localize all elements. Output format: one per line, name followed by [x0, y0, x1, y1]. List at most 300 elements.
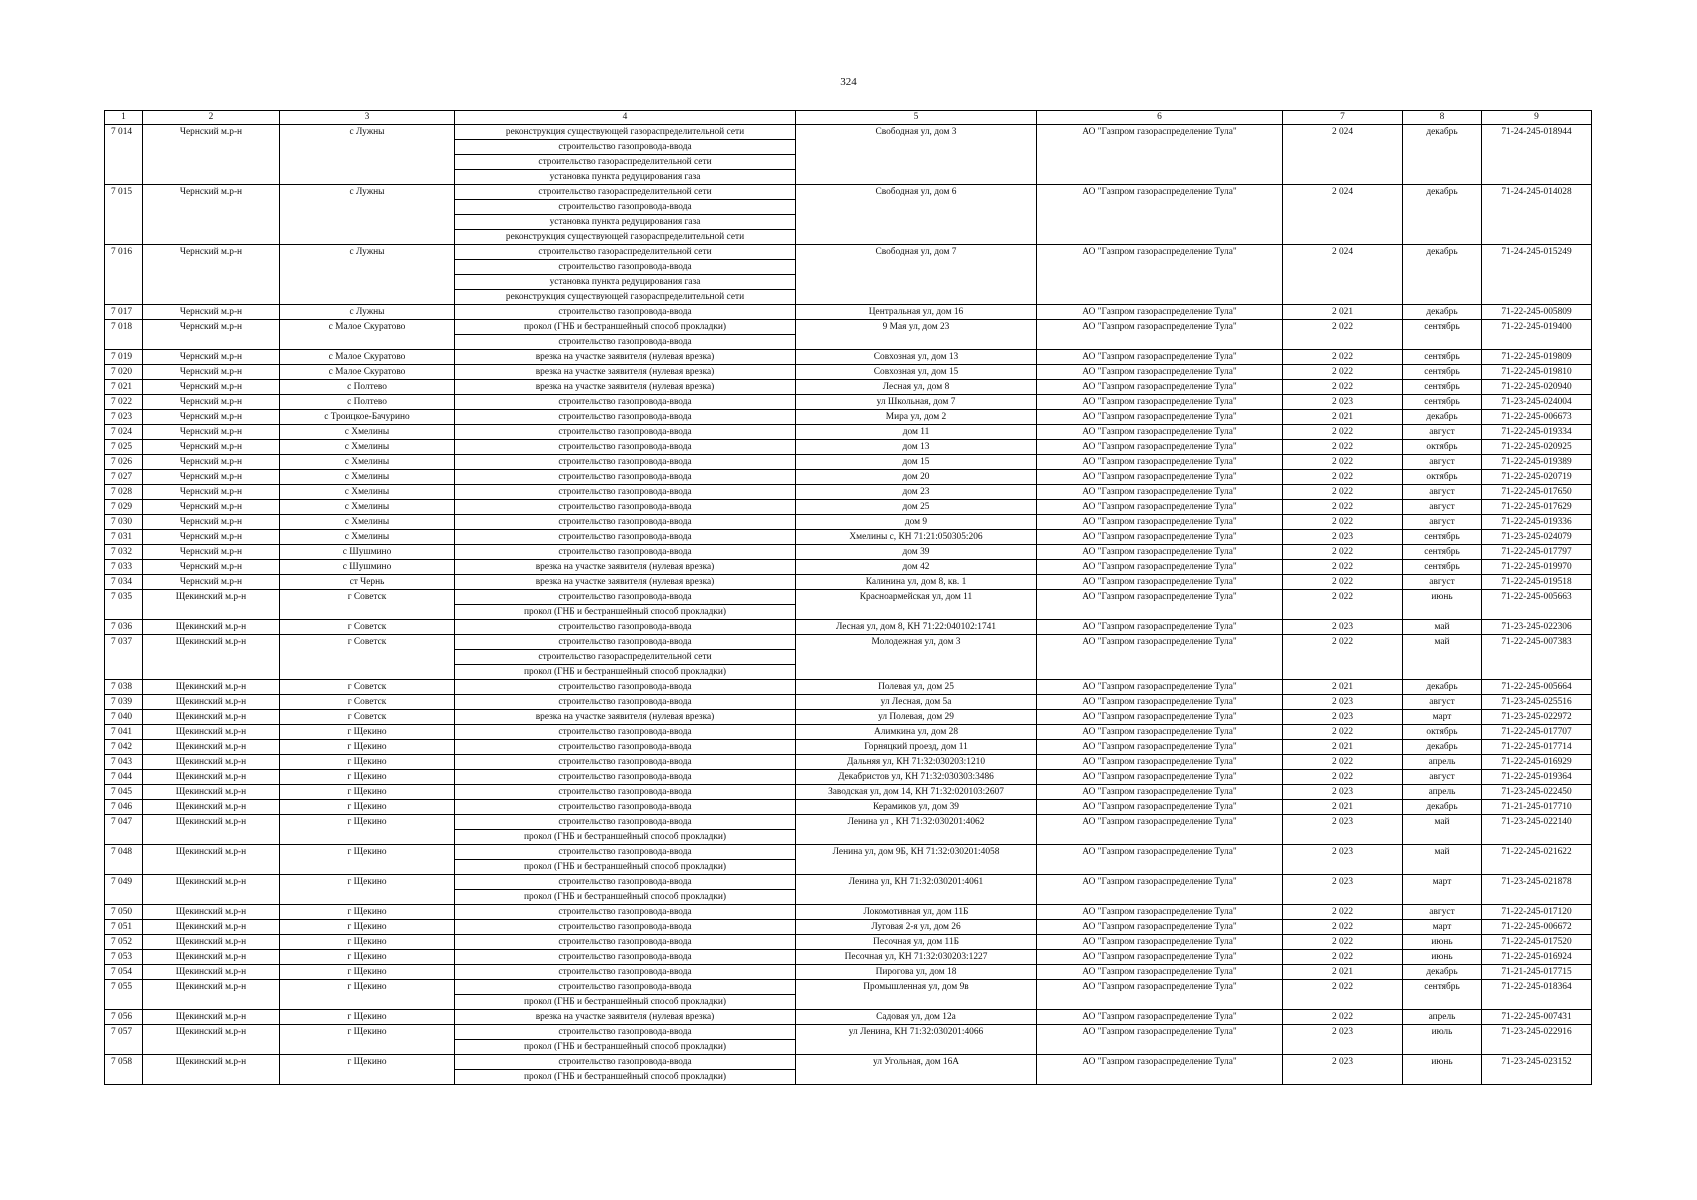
month-cell: декабрь — [1403, 740, 1482, 755]
work-type-cell: прокол (ГНБ и бестраншейный способ прокладки) — [455, 605, 796, 620]
district-cell: Щекинский м.р-н — [143, 905, 280, 920]
organization-cell: АО "Газпром газораспределение Тула" — [1037, 980, 1283, 1010]
table-row — [105, 350, 1592, 365]
organization-cell: АО "Газпром газораспределение Тула" — [1037, 530, 1283, 545]
organization-cell: АО "Газпром газораспределение Тула" — [1037, 875, 1283, 905]
district-cell: Щекинский м.р-н — [143, 1025, 280, 1055]
table-row — [105, 680, 1592, 695]
table-row — [105, 815, 1592, 830]
application-code-cell: 71-24-245-014028 — [1482, 185, 1592, 245]
district-cell: Чернский м.р-н — [143, 305, 280, 320]
table-row — [105, 485, 1592, 500]
district-cell: Чернский м.р-н — [143, 395, 280, 410]
year-cell: 2 022 — [1283, 440, 1403, 455]
year-cell: 2 022 — [1283, 515, 1403, 530]
work-type-cell: строительство газопровода-ввода — [455, 845, 796, 860]
table-row — [105, 185, 1592, 200]
year-cell: 2 022 — [1283, 545, 1403, 560]
settlement-cell: г Советск — [280, 695, 455, 710]
district-cell: Щекинский м.р-н — [143, 875, 280, 905]
work-type-cell: реконструкция существующей газораспределительной сети — [455, 230, 796, 245]
work-type-cell: строительство газопровода-ввода — [455, 725, 796, 740]
year-cell: 2 021 — [1283, 740, 1403, 755]
district-cell: Щекинский м.р-н — [143, 920, 280, 935]
month-cell: июль — [1403, 1025, 1482, 1055]
application-code-cell: 71-22-245-019400 — [1482, 320, 1592, 350]
table-row — [105, 845, 1592, 860]
work-type-cell: строительство газопровода-ввода — [455, 635, 796, 650]
row-number-cell: 7 048 — [105, 845, 143, 875]
organization-cell: АО "Газпром газораспределение Тула" — [1037, 560, 1283, 575]
work-type-cell: строительство газораспределительной сети — [455, 155, 796, 170]
table-row — [105, 620, 1592, 635]
work-type-cell: строительство газопровода-ввода — [455, 815, 796, 830]
address-cell: дом 23 — [796, 485, 1037, 500]
address-cell: ул Ленина, КН 71:32:030201:4066 — [796, 1025, 1037, 1055]
page-number: 324 — [840, 76, 857, 88]
organization-cell: АО "Газпром газораспределение Тула" — [1037, 380, 1283, 395]
year-cell: 2 023 — [1283, 695, 1403, 710]
organization-cell: АО "Газпром газораспределение Тула" — [1037, 575, 1283, 590]
address-cell: дом 15 — [796, 455, 1037, 470]
organization-cell: АО "Газпром газораспределение Тула" — [1037, 365, 1283, 380]
district-cell: Чернский м.р-н — [143, 350, 280, 365]
settlement-cell: г Советск — [280, 710, 455, 725]
row-number-cell: 7 046 — [105, 800, 143, 815]
work-type-cell: врезка на участке заявителя (нулевая врезка) — [455, 380, 796, 395]
district-cell: Чернский м.р-н — [143, 485, 280, 500]
organization-cell: АО "Газпром газораспределение Тула" — [1037, 455, 1283, 470]
year-cell: 2 022 — [1283, 320, 1403, 350]
organization-cell: АО "Газпром газораспределение Тула" — [1037, 305, 1283, 320]
work-type-cell: строительство газопровода-ввода — [455, 440, 796, 455]
address-cell: ул Полевая, дом 29 — [796, 710, 1037, 725]
year-cell: 2 023 — [1283, 530, 1403, 545]
application-code-cell: 71-23-245-024004 — [1482, 395, 1592, 410]
address-cell: Совхозная ул, дом 13 — [796, 350, 1037, 365]
organization-cell: АО "Газпром газораспределение Тула" — [1037, 545, 1283, 560]
work-type-cell: строительство газопровода-ввода — [455, 875, 796, 890]
work-type-cell: врезка на участке заявителя (нулевая врезка) — [455, 575, 796, 590]
district-cell: Щекинский м.р-н — [143, 785, 280, 800]
settlement-cell: с Шушмино — [280, 545, 455, 560]
settlement-cell: ст Чернь — [280, 575, 455, 590]
row-number-cell: 7 040 — [105, 710, 143, 725]
row-number-cell: 7 057 — [105, 1025, 143, 1055]
year-cell: 2 022 — [1283, 920, 1403, 935]
district-cell: Щекинский м.р-н — [143, 815, 280, 845]
address-cell: дом 25 — [796, 500, 1037, 515]
organization-cell: АО "Газпром газораспределение Тула" — [1037, 350, 1283, 365]
address-cell: Алимкина ул, дом 28 — [796, 725, 1037, 740]
month-cell: август — [1403, 575, 1482, 590]
table-row — [105, 470, 1592, 485]
work-type-cell: строительство газопровода-ввода — [455, 800, 796, 815]
application-code-cell: 71-23-245-024079 — [1482, 530, 1592, 545]
application-code-cell: 71-22-245-019810 — [1482, 365, 1592, 380]
table-row — [105, 365, 1592, 380]
row-number-cell: 7 053 — [105, 950, 143, 965]
district-cell: Чернский м.р-н — [143, 470, 280, 485]
year-cell: 2 023 — [1283, 845, 1403, 875]
organization-cell: АО "Газпром газораспределение Тула" — [1037, 185, 1283, 245]
district-cell: Чернский м.р-н — [143, 500, 280, 515]
month-cell: октябрь — [1403, 440, 1482, 455]
application-code-cell: 71-22-245-019389 — [1482, 455, 1592, 470]
application-code-cell: 71-22-245-006673 — [1482, 410, 1592, 425]
month-cell: май — [1403, 620, 1482, 635]
organization-cell: АО "Газпром газораспределение Тула" — [1037, 590, 1283, 620]
work-type-cell: строительство газопровода-ввода — [455, 530, 796, 545]
year-cell: 2 022 — [1283, 455, 1403, 470]
district-cell: Щекинский м.р-н — [143, 620, 280, 635]
year-cell: 2 023 — [1283, 1055, 1403, 1085]
table-row — [105, 320, 1592, 335]
address-cell: ул Лесная, дом 5а — [796, 695, 1037, 710]
row-number-cell: 7 058 — [105, 1055, 143, 1085]
organization-cell: АО "Газпром газораспределение Тула" — [1037, 785, 1283, 800]
table-row — [105, 590, 1592, 605]
application-code-cell: 71-22-245-019364 — [1482, 770, 1592, 785]
year-cell: 2 021 — [1283, 410, 1403, 425]
work-type-cell: врезка на участке заявителя (нулевая врезка) — [455, 350, 796, 365]
address-cell: дом 9 — [796, 515, 1037, 530]
address-cell: Луговая 2-я ул, дом 26 — [796, 920, 1037, 935]
month-cell: сентябрь — [1403, 320, 1482, 350]
address-cell: дом 20 — [796, 470, 1037, 485]
row-number-cell: 7 015 — [105, 185, 143, 245]
address-cell: дом 39 — [796, 545, 1037, 560]
organization-cell: АО "Газпром газораспределение Тула" — [1037, 740, 1283, 755]
table-row — [105, 785, 1592, 800]
settlement-cell: г Советск — [280, 590, 455, 620]
address-cell: дом 42 — [796, 560, 1037, 575]
application-code-cell: 71-22-245-019809 — [1482, 350, 1592, 365]
address-cell: Лесная ул, дом 8, КН 71:22:040102:1741 — [796, 620, 1037, 635]
application-code-cell: 71-22-245-005663 — [1482, 590, 1592, 620]
address-cell: Лесная ул, дом 8 — [796, 380, 1037, 395]
table-row — [105, 980, 1592, 995]
work-type-cell: врезка на участке заявителя (нулевая врезка) — [455, 560, 796, 575]
year-cell: 2 023 — [1283, 620, 1403, 635]
district-cell: Щекинский м.р-н — [143, 635, 280, 680]
organization-cell: АО "Газпром газораспределение Тула" — [1037, 695, 1283, 710]
work-type-cell: строительство газопровода-ввода — [455, 1055, 796, 1070]
row-number-cell: 7 033 — [105, 560, 143, 575]
settlement-cell: г Щекино — [280, 845, 455, 875]
gas-connection-table — [104, 110, 1592, 1085]
district-cell: Щекинский м.р-н — [143, 680, 280, 695]
settlement-cell: с Лужны — [280, 305, 455, 320]
settlement-cell: г Щекино — [280, 815, 455, 845]
month-cell: сентябрь — [1403, 365, 1482, 380]
year-cell: 2 022 — [1283, 425, 1403, 440]
table-row — [105, 245, 1592, 260]
settlement-cell: г Щекино — [280, 935, 455, 950]
application-code-cell: 71-22-245-020940 — [1482, 380, 1592, 395]
address-cell: Ленина ул, дом 9Б, КН 71:32:030201:4058 — [796, 845, 1037, 875]
row-number-cell: 7 021 — [105, 380, 143, 395]
settlement-cell: с Полтево — [280, 380, 455, 395]
table-row — [105, 800, 1592, 815]
year-cell: 2 023 — [1283, 1025, 1403, 1055]
settlement-cell: г Щекино — [280, 1010, 455, 1025]
row-number-cell: 7 029 — [105, 500, 143, 515]
column-header: 4 — [455, 111, 796, 125]
header-row — [105, 111, 1592, 125]
work-type-cell: строительство газопровода-ввода — [455, 980, 796, 995]
application-code-cell: 71-22-245-005809 — [1482, 305, 1592, 320]
year-cell: 2 022 — [1283, 950, 1403, 965]
organization-cell: АО "Газпром газораспределение Тула" — [1037, 410, 1283, 425]
organization-cell: АО "Газпром газораспределение Тула" — [1037, 770, 1283, 785]
column-header: 3 — [280, 111, 455, 125]
work-type-cell: строительство газораспределительной сети — [455, 185, 796, 200]
table-row — [105, 380, 1592, 395]
district-cell: Чернский м.р-н — [143, 440, 280, 455]
district-cell: Щекинский м.р-н — [143, 695, 280, 710]
application-code-cell: 71-23-245-022450 — [1482, 785, 1592, 800]
work-type-cell: строительство газопровода-ввода — [455, 500, 796, 515]
organization-cell: АО "Газпром газораспределение Тула" — [1037, 1055, 1283, 1085]
address-cell: ул Угольная, дом 16А — [796, 1055, 1037, 1085]
column-header: 9 — [1482, 111, 1592, 125]
settlement-cell: г Щекино — [280, 1055, 455, 1085]
application-code-cell: 71-22-245-017797 — [1482, 545, 1592, 560]
work-type-cell: прокол (ГНБ и бестраншейный способ прокладки) — [455, 995, 796, 1010]
row-number-cell: 7 038 — [105, 680, 143, 695]
application-code-cell: 71-23-245-023152 — [1482, 1055, 1592, 1085]
settlement-cell: с Лужны — [280, 245, 455, 305]
application-code-cell: 71-22-245-020719 — [1482, 470, 1592, 485]
work-type-cell: прокол (ГНБ и бестраншейный способ прокладки) — [455, 1040, 796, 1055]
table-row — [105, 305, 1592, 320]
application-code-cell: 71-22-245-007383 — [1482, 635, 1592, 680]
application-code-cell: 71-22-245-019334 — [1482, 425, 1592, 440]
table-row — [105, 755, 1592, 770]
application-code-cell: 71-23-245-022916 — [1482, 1025, 1592, 1055]
year-cell: 2 022 — [1283, 935, 1403, 950]
month-cell: сентябрь — [1403, 560, 1482, 575]
row-number-cell: 7 052 — [105, 935, 143, 950]
organization-cell: АО "Газпром газораспределение Тула" — [1037, 1025, 1283, 1055]
district-cell: Щекинский м.р-н — [143, 725, 280, 740]
month-cell: сентябрь — [1403, 530, 1482, 545]
row-number-cell: 7 032 — [105, 545, 143, 560]
application-code-cell: 71-23-245-022972 — [1482, 710, 1592, 725]
work-type-cell: установка пункта редуцирования газа — [455, 275, 796, 290]
address-cell: Свободная ул, дом 7 — [796, 245, 1037, 305]
organization-cell: АО "Газпром газораспределение Тула" — [1037, 920, 1283, 935]
month-cell: май — [1403, 815, 1482, 845]
settlement-cell: г Щекино — [280, 980, 455, 1010]
month-cell: август — [1403, 515, 1482, 530]
row-number-cell: 7 022 — [105, 395, 143, 410]
row-number-cell: 7 023 — [105, 410, 143, 425]
application-code-cell: 71-24-245-018944 — [1482, 125, 1592, 185]
address-cell: ул Школьная, дом 7 — [796, 395, 1037, 410]
address-cell: Керамиков ул, дом 39 — [796, 800, 1037, 815]
table-row — [105, 1010, 1592, 1025]
month-cell: октябрь — [1403, 725, 1482, 740]
work-type-cell: строительство газопровода-ввода — [455, 620, 796, 635]
month-cell: август — [1403, 770, 1482, 785]
year-cell: 2 022 — [1283, 1010, 1403, 1025]
settlement-cell: г Щекино — [280, 950, 455, 965]
work-type-cell: прокол (ГНБ и бестраншейный способ прокладки) — [455, 665, 796, 680]
organization-cell: АО "Газпром газораспределение Тула" — [1037, 125, 1283, 185]
year-cell: 2 021 — [1283, 800, 1403, 815]
month-cell: май — [1403, 845, 1482, 875]
row-number-cell: 7 024 — [105, 425, 143, 440]
application-code-cell: 71-23-245-021878 — [1482, 875, 1592, 905]
row-number-cell: 7 017 — [105, 305, 143, 320]
work-type-cell: строительство газопровода-ввода — [455, 755, 796, 770]
column-header: 5 — [796, 111, 1037, 125]
work-type-cell: строительство газопровода-ввода — [455, 1025, 796, 1040]
table-row — [105, 410, 1592, 425]
address-cell: Калинина ул, дом 8, кв. 1 — [796, 575, 1037, 590]
application-code-cell: 71-22-245-017629 — [1482, 500, 1592, 515]
work-type-cell: прокол (ГНБ и бестраншейный способ прокладки) — [455, 830, 796, 845]
district-cell: Чернский м.р-н — [143, 425, 280, 440]
month-cell: август — [1403, 455, 1482, 470]
organization-cell: АО "Газпром газораспределение Тула" — [1037, 440, 1283, 455]
settlement-cell: с Хмелины — [280, 500, 455, 515]
work-type-cell: строительство газопровода-ввода — [455, 140, 796, 155]
row-number-cell: 7 028 — [105, 485, 143, 500]
work-type-cell: строительство газораспределительной сети — [455, 245, 796, 260]
address-cell: Свободная ул, дом 6 — [796, 185, 1037, 245]
district-cell: Чернский м.р-н — [143, 245, 280, 305]
organization-cell: АО "Газпром газораспределение Тула" — [1037, 485, 1283, 500]
work-type-cell: строительство газопровода-ввода — [455, 260, 796, 275]
month-cell: апрель — [1403, 755, 1482, 770]
organization-cell: АО "Газпром газораспределение Тула" — [1037, 245, 1283, 305]
table-row — [105, 770, 1592, 785]
work-type-cell: строительство газопровода-ввода — [455, 515, 796, 530]
month-cell: март — [1403, 920, 1482, 935]
district-cell: Щекинский м.р-н — [143, 965, 280, 980]
settlement-cell: с Малое Скуратово — [280, 365, 455, 380]
settlement-cell: с Хмелины — [280, 515, 455, 530]
month-cell: август — [1403, 905, 1482, 920]
work-type-cell: строительство газопровода-ввода — [455, 950, 796, 965]
table-row — [105, 635, 1592, 650]
work-type-cell: строительство газопровода-ввода — [455, 545, 796, 560]
row-number-cell: 7 047 — [105, 815, 143, 845]
year-cell: 2 021 — [1283, 965, 1403, 980]
year-cell: 2 022 — [1283, 635, 1403, 680]
address-cell: дом 13 — [796, 440, 1037, 455]
organization-cell: АО "Газпром газораспределение Тула" — [1037, 395, 1283, 410]
month-cell: март — [1403, 710, 1482, 725]
district-cell: Чернский м.р-н — [143, 530, 280, 545]
address-cell: Молодежная ул, дом 3 — [796, 635, 1037, 680]
application-code-cell: 71-22-245-018364 — [1482, 980, 1592, 1010]
table-row — [105, 545, 1592, 560]
work-type-cell: реконструкция существующей газораспределительной сети — [455, 125, 796, 140]
application-code-cell: 71-22-245-006672 — [1482, 920, 1592, 935]
row-number-cell: 7 056 — [105, 1010, 143, 1025]
row-number-cell: 7 051 — [105, 920, 143, 935]
table-row — [105, 695, 1592, 710]
table-body — [105, 125, 1592, 1085]
year-cell: 2 022 — [1283, 770, 1403, 785]
month-cell: декабрь — [1403, 125, 1482, 185]
work-type-cell: строительство газопровода-ввода — [455, 770, 796, 785]
organization-cell: АО "Газпром газораспределение Тула" — [1037, 635, 1283, 680]
application-code-cell: 71-21-245-017715 — [1482, 965, 1592, 980]
work-type-cell: строительство газопровода-ввода — [455, 785, 796, 800]
year-cell: 2 022 — [1283, 560, 1403, 575]
application-code-cell: 71-23-245-022306 — [1482, 620, 1592, 635]
year-cell: 2 024 — [1283, 245, 1403, 305]
row-number-cell: 7 025 — [105, 440, 143, 455]
district-cell: Щекинский м.р-н — [143, 950, 280, 965]
work-type-cell: врезка на участке заявителя (нулевая врезка) — [455, 1010, 796, 1025]
work-type-cell: строительство газопровода-ввода — [455, 590, 796, 605]
settlement-cell: г Щекино — [280, 965, 455, 980]
work-type-cell: прокол (ГНБ и бестраншейный способ прокладки) — [455, 860, 796, 875]
month-cell: август — [1403, 485, 1482, 500]
district-cell: Щекинский м.р-н — [143, 740, 280, 755]
address-cell: Центральная ул, дом 16 — [796, 305, 1037, 320]
application-code-cell: 71-22-245-017120 — [1482, 905, 1592, 920]
organization-cell: АО "Газпром газораспределение Тула" — [1037, 1010, 1283, 1025]
row-number-cell: 7 054 — [105, 965, 143, 980]
table-row — [105, 560, 1592, 575]
organization-cell: АО "Газпром газораспределение Тула" — [1037, 815, 1283, 845]
table-row — [105, 425, 1592, 440]
row-number-cell: 7 045 — [105, 785, 143, 800]
work-type-cell: строительство газопровода-ввода — [455, 395, 796, 410]
year-cell: 2 022 — [1283, 905, 1403, 920]
address-cell: дом 11 — [796, 425, 1037, 440]
month-cell: апрель — [1403, 785, 1482, 800]
table-row — [105, 515, 1592, 530]
row-number-cell: 7 044 — [105, 770, 143, 785]
settlement-cell: с Хмелины — [280, 530, 455, 545]
settlement-cell: с Хмелины — [280, 455, 455, 470]
work-type-cell: строительство газопровода-ввода — [455, 455, 796, 470]
year-cell: 2 021 — [1283, 680, 1403, 695]
settlement-cell: с Лужны — [280, 185, 455, 245]
work-type-cell: строительство газопровода-ввода — [455, 470, 796, 485]
settlement-cell: г Щекино — [280, 905, 455, 920]
month-cell: декабрь — [1403, 800, 1482, 815]
organization-cell: АО "Газпром газораспределение Тула" — [1037, 710, 1283, 725]
organization-cell: АО "Газпром газораспределение Тула" — [1037, 470, 1283, 485]
work-type-cell: строительство газопровода-ввода — [455, 425, 796, 440]
table-row — [105, 875, 1592, 890]
row-number-cell: 7 034 — [105, 575, 143, 590]
row-number-cell: 7 041 — [105, 725, 143, 740]
row-number-cell: 7 055 — [105, 980, 143, 1010]
settlement-cell: с Хмелины — [280, 470, 455, 485]
application-code-cell: 71-22-245-019518 — [1482, 575, 1592, 590]
table-row — [105, 710, 1592, 725]
settlement-cell: г Советск — [280, 635, 455, 680]
year-cell: 2 022 — [1283, 980, 1403, 1010]
settlement-cell: г Щекино — [280, 770, 455, 785]
work-type-cell: строительство газопровода-ввода — [455, 740, 796, 755]
work-type-cell: прокол (ГНБ и бестраншейный способ прокладки) — [455, 1070, 796, 1085]
work-type-cell: строительство газопровода-ввода — [455, 905, 796, 920]
district-cell: Щекинский м.р-н — [143, 1010, 280, 1025]
month-cell: август — [1403, 695, 1482, 710]
district-cell: Щекинский м.р-н — [143, 590, 280, 620]
